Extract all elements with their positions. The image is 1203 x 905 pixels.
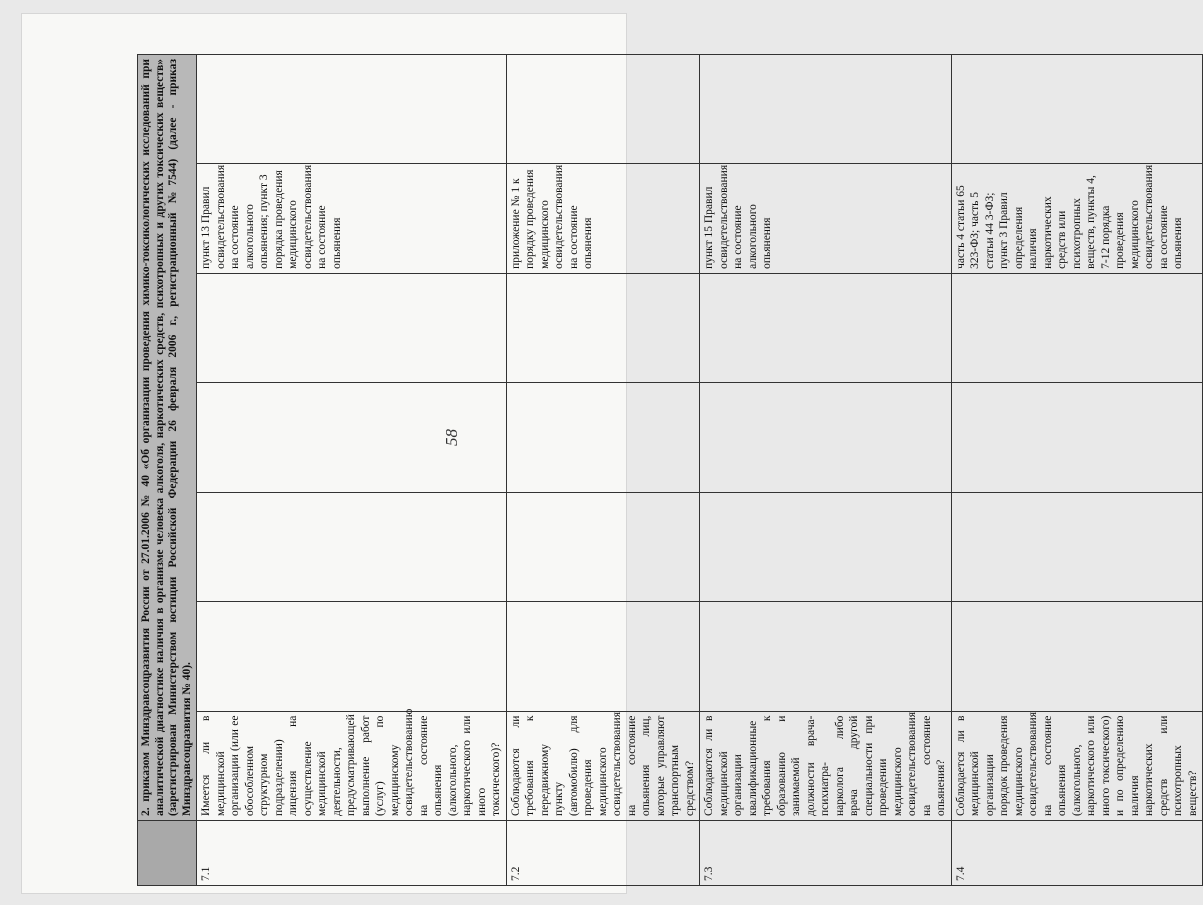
page-number: 58 bbox=[442, 429, 461, 446]
row-notes bbox=[506, 55, 700, 164]
answer-cell-yes bbox=[700, 602, 952, 711]
answer-cell-yes bbox=[951, 602, 1203, 711]
answer-cell-yes bbox=[197, 602, 507, 711]
document-page bbox=[22, 14, 1199, 893]
row-question: Соблюдаются ли в медицинской организации квалификационные требования к образованию и занимаемой должности врача-психиатра-нарколога либо врача другой специальности при проведении медицинского освидетельствования на состояние опьянения? bbox=[700, 711, 952, 820]
answer-cell-extra bbox=[506, 273, 700, 382]
answer-cell-extra bbox=[197, 273, 507, 382]
answer-cell-na bbox=[951, 383, 1203, 492]
answer-cell-yes bbox=[506, 602, 700, 711]
row-number: 7.2 bbox=[506, 821, 700, 886]
checklist-table bbox=[137, 54, 1203, 886]
row-reference: часть 4 статьи 65 323-ФЗ; часть 5 статьи 44 3-ФЗ; пункт 3 Правил определения наличия наркотических средств или психотропных веществ, пункты 4, 7-12 порядка проведения медицинского освидетельствования на состояние опьянения bbox=[951, 164, 1203, 273]
table-row bbox=[700, 55, 952, 886]
answer-cell-no bbox=[951, 492, 1203, 601]
answer-cell-no bbox=[197, 492, 507, 601]
answer-cell-na bbox=[197, 383, 507, 492]
row-question: Соблюдаются ли требования к передвижному пункту (автомобилю) для проведения медицинского освидетельствования на состояние опьянения лиц, которые управляют транспортным средством? bbox=[506, 711, 700, 820]
row-question: Имеется ли в медицинской организации (или ее обособленном структурном подразделении) лицензия на осуществление медицинской деятельности, предусматривающей выполнение работ (услуг) по медицинскому освидетельствованию на состояние опьянения (алкогольного, наркотического или иного токсического)? bbox=[197, 711, 507, 820]
header-text-cell: 2. приказом Минздравсоцразвития России от 27.01.2006 № 40 «Об организации проведения химико-токсикологических исследований при аналитической диагностике наличия в организме человека алкоголя, наркотических средств, психотропных и других токсических веществ» (зарегистрирован Министерством юстиции Российской Федерации 26 февраля 2006 г., регистрационный №7544) (далее - приказ Минздравсоцразвития № 40). bbox=[138, 55, 197, 821]
table-row bbox=[506, 55, 700, 886]
row-question: Соблюдается ли в медицинской организации порядок проведения медицинского освидетельствования на состояние опьянения (алкогольного, наркотического или иного токсического) и по определению наличия наркотических средств или психотропных веществ? bbox=[951, 711, 1203, 820]
answer-cell-na bbox=[700, 383, 952, 492]
answer-cell-na bbox=[506, 383, 700, 492]
row-notes bbox=[197, 55, 507, 164]
row-notes bbox=[700, 55, 952, 164]
table-header-row bbox=[138, 55, 197, 886]
row-number: 7.4 bbox=[951, 821, 1203, 886]
table-row bbox=[951, 55, 1203, 886]
row-notes bbox=[951, 55, 1203, 164]
row-number: 7.1 bbox=[197, 821, 507, 886]
row-reference: приложение № 1 к порядку проведения медицинского освидетельствования на состояние опьянения bbox=[506, 164, 700, 273]
row-reference: пункт 15 Правил освидетельствования на состояние алкогольного опьянения bbox=[700, 164, 952, 273]
table-row bbox=[197, 55, 507, 886]
row-number: 7.3 bbox=[700, 821, 952, 886]
answer-cell-no bbox=[506, 492, 700, 601]
answer-cell-extra bbox=[951, 273, 1203, 382]
rotated-table-container bbox=[137, 54, 1199, 886]
header-number-cell bbox=[138, 821, 197, 886]
answer-cell-no bbox=[700, 492, 952, 601]
row-reference: пункт 13 Правил освидетельствования на состояние алкогольного опьянения; пункт 3 порядка проведения медицинского освидетельствования на состояние опьянения bbox=[197, 164, 507, 273]
answer-cell-extra bbox=[700, 273, 952, 382]
